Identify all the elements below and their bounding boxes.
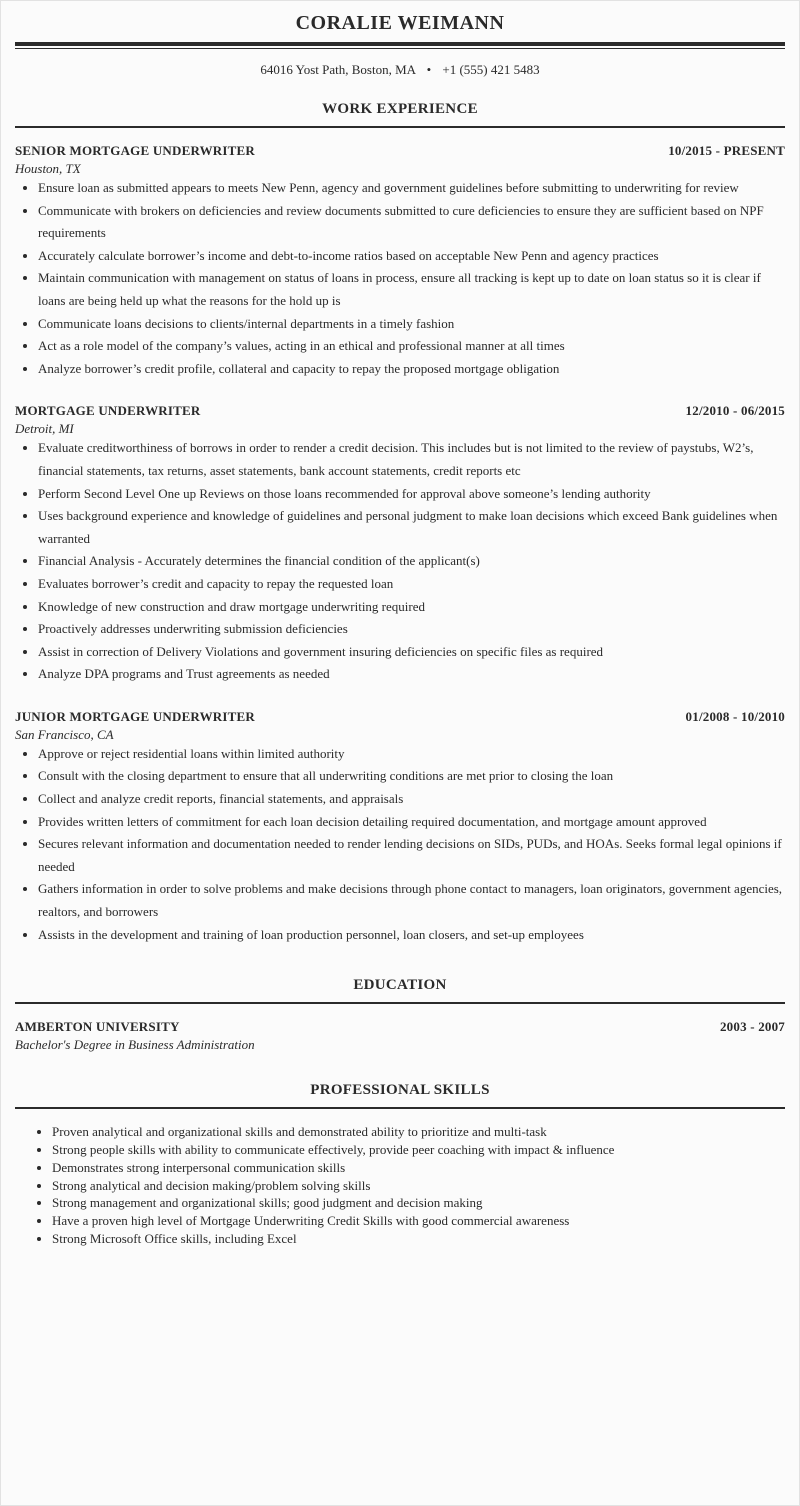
list-item: • Evaluate creditworthiness of borrows in order to render a credit decision. This includes but is not limited to the review of paystubs, W2’s, financial statements, tax returns, asset statements, bank account statements, credit reports etc xyxy=(38,437,785,482)
section-rule xyxy=(15,126,785,128)
list-item: • Analyze DPA programs and Trust agreements as needed xyxy=(38,663,785,686)
degree: Bachelor's Degree in Business Administration xyxy=(15,1037,255,1053)
list-item: • Knowledge of new construction and draw mortgage underwriting required xyxy=(38,596,785,619)
education-years: 2003 - 2007 xyxy=(719,1019,785,1035)
job-header xyxy=(15,708,785,726)
list-item: • Financial Analysis - Accurately determines the financial condition of the applicant(s) xyxy=(38,550,785,573)
school-name: AMBERTON UNIVERSITY xyxy=(15,1019,180,1035)
job-dates: 12/2010 - 06/2015 xyxy=(685,403,785,419)
job-title: MORTGAGE UNDERWRITER xyxy=(15,403,201,419)
list-item: • Proactively addresses underwriting submission deficiencies xyxy=(38,618,785,641)
job-location: Detroit, MI xyxy=(15,421,74,437)
job-dates: 10/2015 - PRESENT xyxy=(668,143,785,158)
list-item: • Collect and analyze credit reports, financial statements, and appraisals xyxy=(38,788,785,811)
list-item: • Perform Second Level One up Reviews on those loans recommended for approval above someone’s lending authority xyxy=(38,483,785,506)
list-item: • Analyze borrower’s credit profile, collateral and capacity to repay the proposed mortgage obligation xyxy=(38,358,785,381)
section-rule xyxy=(15,1107,785,1109)
list-item: • Uses background experience and knowledge of guidelines and personal judgment to make loan decisions which exceed Bank guidelines when warranted xyxy=(38,505,785,550)
job-header xyxy=(15,402,785,420)
resume-page xyxy=(1,1,799,1248)
education-section xyxy=(15,975,785,1053)
list-item: • Strong management and organizational skills; good judgment and decision making xyxy=(52,1194,785,1212)
job-location: Houston, TX xyxy=(15,161,81,176)
list-item: • Evaluates borrower’s credit and capacity to repay the requested loan xyxy=(38,573,785,596)
job-entry xyxy=(15,402,785,686)
list-item: • Communicate with brokers on deficiencies and review documents submitted to cure deficiencies to ensure they are sufficient based on NPF requirements xyxy=(38,200,785,245)
list-item: • Accurately calculate borrower’s income and debt-to-income ratios based on acceptable New Penn and agency practices xyxy=(38,245,785,268)
job-location: San Francisco, CA xyxy=(15,726,114,742)
list-item: • Strong people skills with ability to communicate effectively, provide peer coaching with impact & influence xyxy=(52,1141,785,1159)
education-header xyxy=(15,1018,785,1036)
list-item: • Provides written letters of commitment for each loan decision detailing required documentation, and mortgage amount approved xyxy=(38,811,785,834)
skills-section xyxy=(15,1080,785,1248)
header-rule-thin xyxy=(15,48,785,49)
section-title-work: WORK EXPERIENCE xyxy=(322,101,478,117)
list-item: • Secures relevant information and documentation needed to render lending decisions on SIDs, PUDs, and HOAs. Seeks formal legal opinions if needed xyxy=(38,833,785,878)
list-item: • Strong analytical and decision making/problem solving skills xyxy=(52,1177,785,1195)
job-entry xyxy=(15,142,785,380)
list-item: • Gathers information in order to solve problems and make decisions through phone contact to managers, loan originators, government agencies, realtors, and borrowers xyxy=(38,878,785,923)
list-item: • Maintain communication with management on status of loans in process, ensure all tracking is kept up to date on loan status so it is clear if loans are being held up what the reasons for the hold up is xyxy=(38,267,785,312)
list-item: • Assist in correction of Delivery Violations and government insuring deficiencies on specific files as required xyxy=(38,641,785,664)
list-item: • Act as a role model of the company’s values, acting in an ethical and professional manner at all times xyxy=(38,335,785,358)
list-item: • Consult with the closing department to ensure that all underwriting conditions are met prior to closing the loan xyxy=(38,765,785,788)
list-item: • Have a proven high level of Mortgage Underwriting Credit Skills with good commercial awareness xyxy=(52,1212,785,1230)
list-item: • Proven analytical and organizational skills and demonstrated ability to prioritize and multi-task xyxy=(52,1123,785,1141)
job-bullets xyxy=(15,437,785,686)
address: 64016 Yost Path, Boston, MA xyxy=(260,62,416,77)
contact-separator: • xyxy=(426,62,432,77)
job-title: SENIOR MORTGAGE UNDERWRITER xyxy=(15,143,255,158)
skills-list xyxy=(15,1123,785,1248)
list-item: • Communicate loans decisions to clients/internal departments in a timely fashion xyxy=(38,313,785,336)
header-rule-thick xyxy=(15,42,785,46)
list-item: • Assists in the development and training of loan production personnel, loan closers, and set-up employees xyxy=(38,924,785,947)
contact-line xyxy=(15,60,785,80)
list-item: • Demonstrates strong interpersonal communication skills xyxy=(52,1159,785,1177)
section-rule xyxy=(15,1002,785,1004)
job-dates: 01/2008 - 10/2010 xyxy=(685,708,785,724)
job-bullets xyxy=(15,743,785,946)
list-item: • Ensure loan as submitted appears to meets New Penn, agency and government guidelines before submitting to underwriting for review xyxy=(38,177,785,200)
list-item: • Strong Microsoft Office skills, including Excel xyxy=(52,1230,785,1248)
job-bullets xyxy=(15,177,785,380)
section-title-education: EDUCATION xyxy=(353,977,447,994)
education-entry xyxy=(15,1018,785,1053)
candidate-name: CORALIE WEIMANN xyxy=(295,12,505,34)
job-header xyxy=(15,142,785,160)
work-experience-section xyxy=(15,99,785,946)
job-entry xyxy=(15,708,785,946)
job-title: JUNIOR MORTGAGE UNDERWRITER xyxy=(15,708,255,724)
section-title-skills: PROFESSIONAL SKILLS xyxy=(310,1082,490,1099)
phone: +1 (555) 421 5483 xyxy=(442,62,540,77)
list-item: • Approve or reject residential loans within limited authority xyxy=(38,743,785,766)
